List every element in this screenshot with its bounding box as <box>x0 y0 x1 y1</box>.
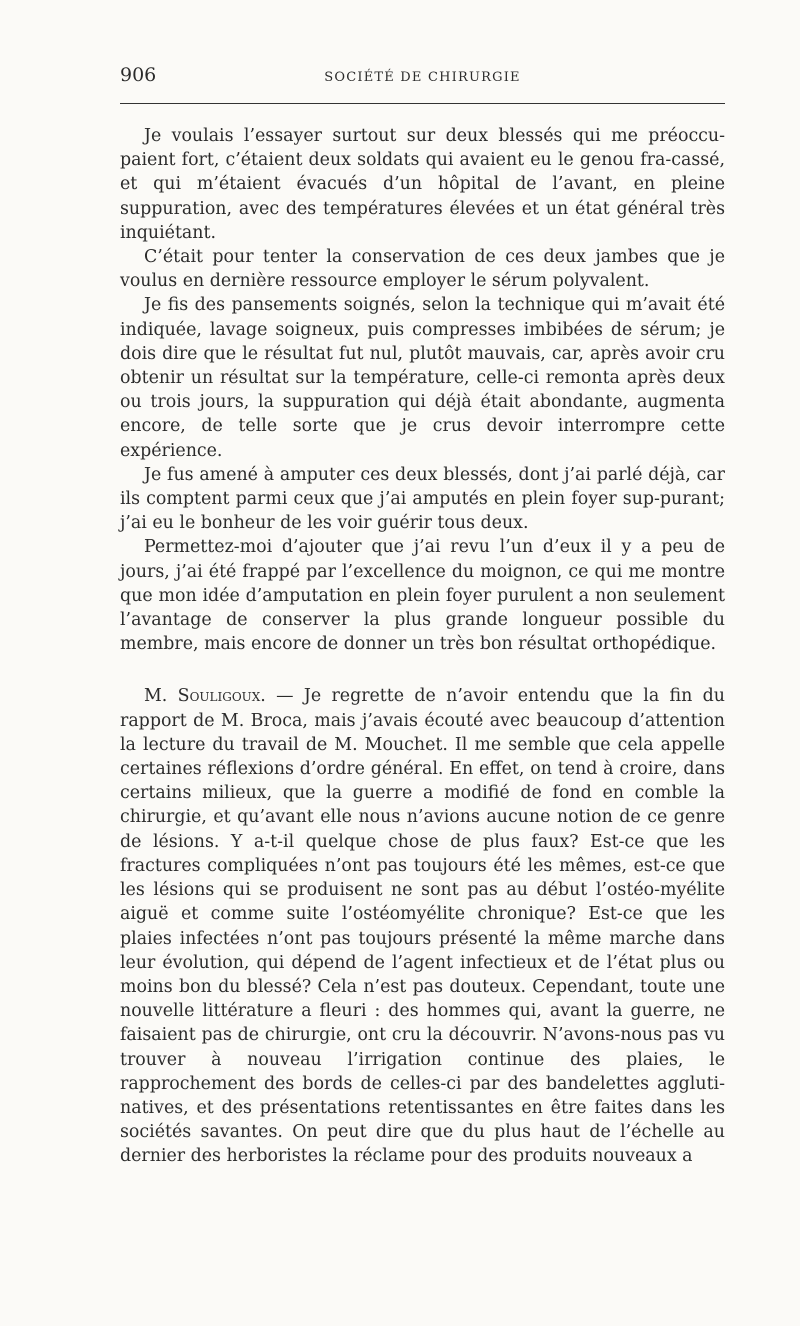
running-header <box>120 60 725 90</box>
paragraph-1: Je voulais l’essayer surtout sur deux blessés qui me préoccu-paient fort, c’étaient deux soldats qui avaient eu le genou fra-cassé, et qui m’étaient évacués d’un hôpital de l’avant, en pleine suppuration, avec des températures élevées et un état général très inquiétant. <box>120 126 725 243</box>
intervention-text: — Je regrette de n’avoir entendu que la fin du rapport de M. Broca, mais j’avais écouté avec beaucoup d’attention la lecture du travail de M. Mouchet. Il me semble que cela appelle certaines réflexions d’ordre général. En effet, on tend à croire, dans certains milieux, que la guerre a modifié de fond en comble la chirurgie, et qu’avant elle nous n’avions aucune notion de ce genre de lésions. Y a-t-il quelque chose de plus faux? Est-ce que les fractures compliquées n’ont pas toujours été les mêmes, est-ce que les lésions qui se produisent ne sont pas au début l’ostéo-myélite aiguë et comme suite l’ostéomyélite chronique? Est-ce que les plaies infectées n’ont pas toujours présenté la même marche dans leur évolution, qui dépend de l’agent infectieux et de l’état plus ou moins bon du blessé? Cela n’est pas douteux. Cependant, toute une nouvelle littérature a fleuri : des hommes qui, avant la guerre, ne faisaient pas de chirurgie, ont cru la découvrir. N’avons-nous pas vu trouver à nouveau l’irrigation continue des plaies, le rapprochement des bords de celles-ci par des bandelettes aggluti-natives, et des présentations retentissantes en être faites dans les sociétés savantes. On peut dire que du plus haut de l’échelle au dernier des herboristes la réclame pour des produits nouveaux a <box>120 686 725 1167</box>
paragraph-3: Je fis des pansements soignés, selon la technique qui m’avait été indiquée, lavage soigneux, puis compresses imbibées de sérum; je dois dire que le résultat fut nul, plutôt mauvais, car, après avoir cru obtenir un résultat sur la température, celle-ci remonta après deux ou trois jours, la suppuration qui déjà était abondante, augmenta encore, de telle sorte que je crus devoir interrompre cette expérience. <box>120 295 725 461</box>
document-page <box>120 60 725 1167</box>
header-rule <box>120 103 725 104</box>
running-title: SOCIÉTÉ DE CHIRURGIE <box>324 70 521 85</box>
page-number: 906 <box>120 64 157 86</box>
paragraph-2: C’était pour tenter la conservation de ces deux jambes que je voulus en dernière ressource employer le sérum polyvalent. <box>120 247 725 292</box>
speaker-name: M. Souligoux. <box>144 686 266 707</box>
section-gap <box>120 656 725 684</box>
body-text <box>120 124 725 1169</box>
intervention-paragraph <box>120 684 725 1168</box>
paragraph-5: Permettez-moi d’ajouter que j’ai revu l’un d’eux il y a peu de jours, j’ai été frappé par l’excellence du moignon, ce qui me montre que mon idée d’amputation en plein foyer purulent a non seulement l’avantage de conserver la plus grande longueur possible du membre, mais encore de donner un très bon résultat orthopédique. <box>120 537 725 655</box>
paragraph-4: Je fus amené à amputer ces deux blessés, dont j’ai parlé déjà, car ils comptent parmi ceux que j’ai amputés en plein foyer sup-purant; j’ai eu le bonheur de les voir guérir tous deux. <box>120 464 725 534</box>
